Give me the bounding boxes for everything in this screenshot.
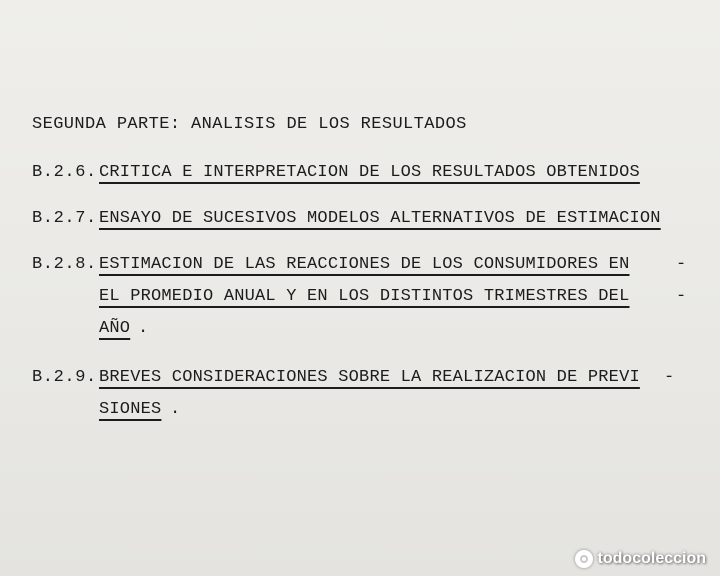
section-title-b26: CRITICA E INTERPRETACION DE LOS RESULTADOS OBTENIDOS [99,163,640,182]
period-b28-line3: . [138,319,149,338]
section-number-b28: B.2.8. [32,255,97,274]
section-title-b28-line3: AÑO [99,319,131,338]
section-title-b28-line2: EL PROMEDIO ANUAL Y EN LOS DISTINTOS TRIMESTRES DEL [99,287,630,306]
watermark-text: todocoleccion [597,550,706,567]
section-title-b29-line2: SIONES [99,400,162,419]
section-title-b28-line1: ESTIMACION DE LAS REACCIONES DE LOS CONSUMIDORES EN [99,255,630,274]
hyphen-b29-line1: - [664,368,675,387]
watermark [575,550,706,568]
hyphen-b28-line2: - [676,287,687,306]
section-number-b27: B.2.7. [32,209,97,228]
hyphen-b28-line1: - [676,255,687,274]
period-b29-line2: . [170,400,181,419]
section-title-b29-line1: BREVES CONSIDERACIONES SOBRE LA REALIZACION DE PREVI [99,368,640,387]
section-number-b29: B.2.9. [32,368,97,387]
section-heading: SEGUNDA PARTE: ANALISIS DE LOS RESULTADOS [32,115,467,134]
watermark-logo-icon [575,550,593,568]
section-title-b27: ENSAYO DE SUCESIVOS MODELOS ALTERNATIVOS DE ESTIMACION [99,209,661,228]
section-number-b26: B.2.6. [32,163,97,182]
